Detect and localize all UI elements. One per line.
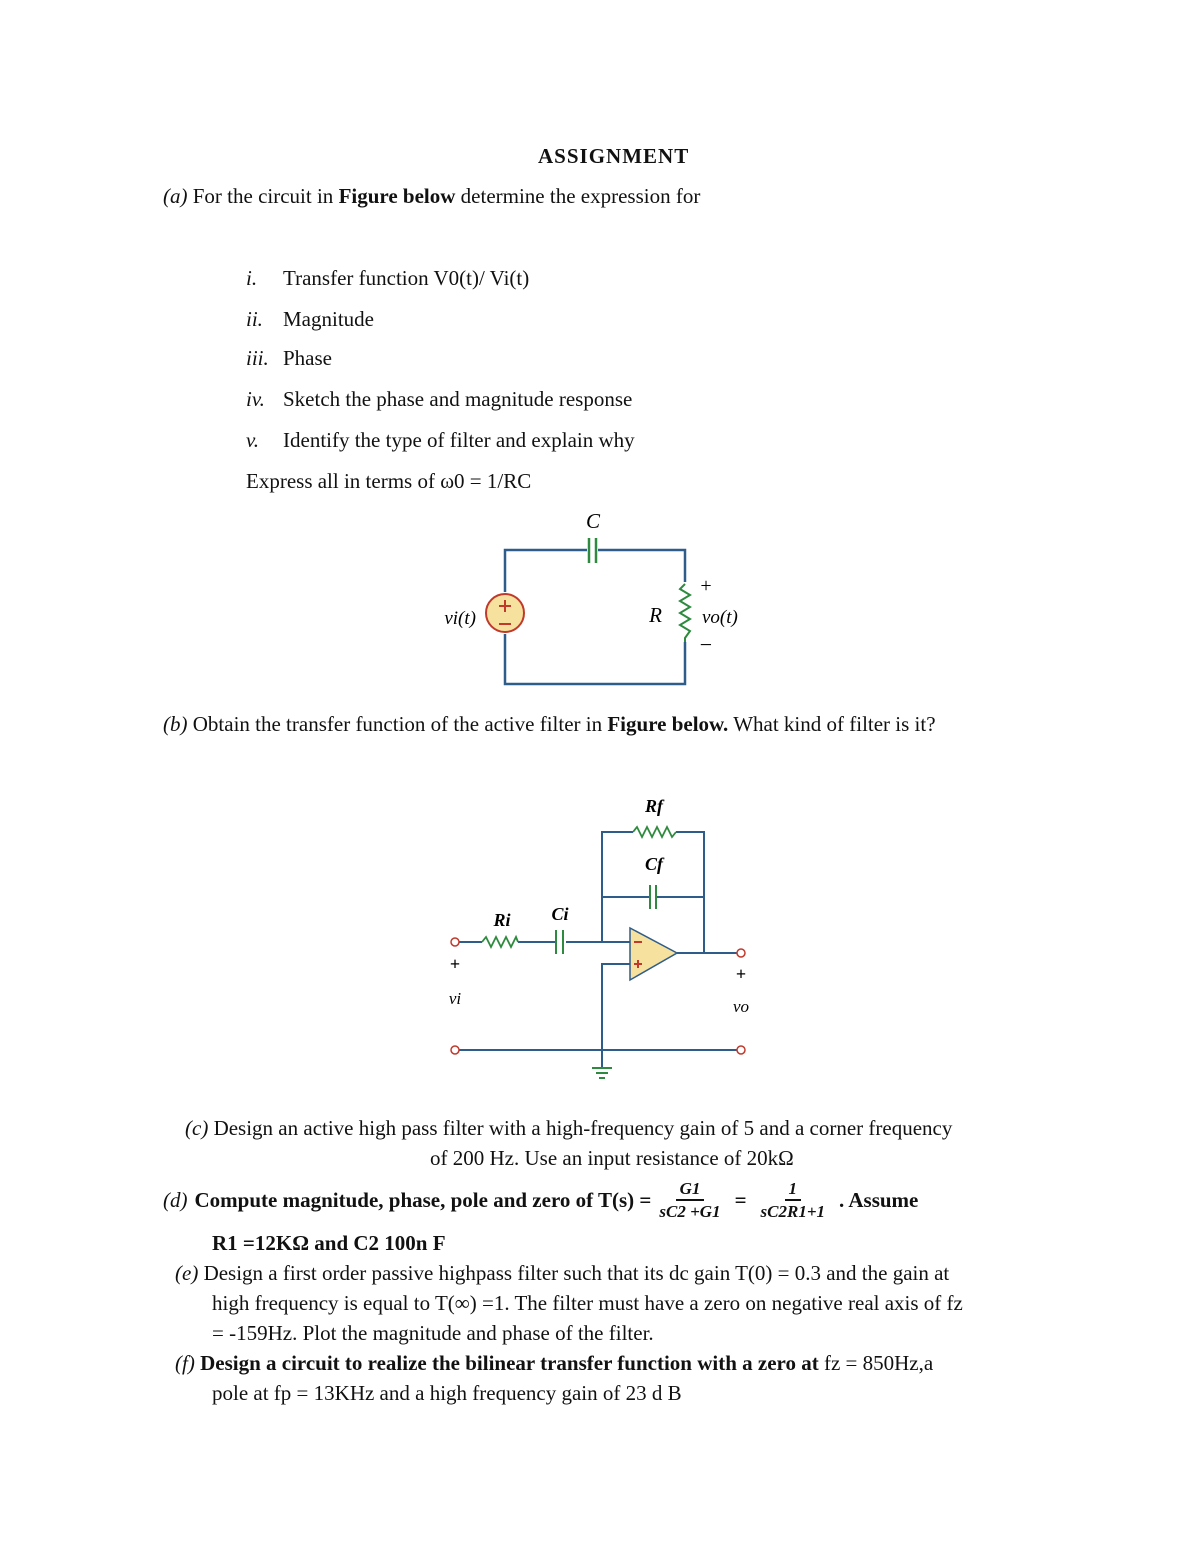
fraction-1-denominator: sC2 +G1 <box>659 1202 721 1221</box>
part-f-line2: pole at fp = 13KHz and a high frequency gain of 23 d B <box>212 1381 682 1405</box>
capacitor-c <box>589 538 596 563</box>
vi-plus: + <box>449 954 461 974</box>
part-e-line2: high frequency is equal to T(∞) =1. The filter must have a zero on negative real axis of fz <box>212 1291 963 1315</box>
vo-label: vo <box>732 997 750 1016</box>
item-number: v. <box>246 428 260 452</box>
part-b-text-bold: Figure below. <box>607 712 729 736</box>
circuit-a-diagram <box>400 500 800 700</box>
part-e-label: (e) <box>175 1261 199 1285</box>
circuit-b-diagram <box>440 790 780 1090</box>
output-terminal-top <box>737 949 745 957</box>
item-text: Identify the type of filter and explain why <box>283 428 635 452</box>
op-amp-icon <box>630 928 677 980</box>
part-e-line1 <box>175 1263 949 1284</box>
item-text: Magnitude <box>283 307 374 331</box>
item-text: Sketch the phase and magnitude response <box>283 387 633 411</box>
vo-minus: − <box>699 632 713 657</box>
item-number: iv. <box>246 387 265 411</box>
vi-label: vi(t) <box>444 608 476 629</box>
output-terminal-bottom <box>737 1046 745 1054</box>
part-a-text-bold: Figure below <box>338 184 456 208</box>
page-title: ASSIGNMENT <box>538 144 690 168</box>
vo-plus: + <box>700 575 712 597</box>
part-e-line3: = -159Hz. Plot the magnitude and phase of the filter. <box>212 1321 654 1345</box>
part-a-item-1 <box>246 268 529 289</box>
voltage-source-icon <box>486 594 524 632</box>
cf-label: Cf <box>645 854 663 874</box>
part-a-text-before: For the circuit in <box>192 184 334 208</box>
part-b-label: (b) <box>163 712 188 736</box>
vo-plus: + <box>735 964 747 984</box>
part-e-text-1: Design a first order passive highpass filter such that its dc gain T(0) = 0.3 and the gain at <box>203 1261 950 1285</box>
part-d-line1 <box>163 1172 918 1228</box>
ri-label: Ri <box>493 910 511 930</box>
fraction-2-denominator: sC2R1+1 <box>760 1202 826 1221</box>
fraction-2 <box>757 1180 829 1220</box>
ground-icon <box>592 1068 612 1078</box>
resistor-ri <box>482 937 518 947</box>
part-c-line2: of 200 Hz. Use an input resistance of 20kΩ <box>430 1146 794 1170</box>
part-a-item-5 <box>246 430 635 451</box>
item-number: i. <box>246 266 258 290</box>
part-a-text-after: determine the expression for <box>460 184 701 208</box>
part-c-line1 <box>185 1118 952 1139</box>
vi-label: vi <box>448 989 462 1008</box>
part-a-item-3 <box>246 348 332 369</box>
express-note: Express all in terms of ω0 = 1/RC <box>246 469 532 493</box>
part-d-text: Compute magnitude, phase, pole and zero of T(s) = <box>194 1187 652 1212</box>
capacitor-ci <box>556 930 563 954</box>
part-f-label: (f) <box>175 1351 195 1375</box>
vo-label: vo(t) <box>702 607 738 628</box>
fraction-1 <box>655 1180 724 1220</box>
part-c-label: (c) <box>185 1116 209 1140</box>
part-f-text-rest: fz = 850Hz,a <box>823 1351 934 1375</box>
part-d-line2: R1 =12KΩ and C2 100n F <box>212 1231 446 1255</box>
item-text: Phase <box>283 346 332 370</box>
resistor-r <box>680 584 690 642</box>
item-number: ii. <box>246 307 263 331</box>
resistor-rf <box>633 827 676 837</box>
input-terminal-top <box>451 938 459 946</box>
fraction-1-numerator: G1 <box>676 1180 705 1201</box>
fraction-2-numerator: 1 <box>785 1180 802 1201</box>
part-a-item-4 <box>246 389 632 410</box>
part-a-label: (a) <box>163 184 188 208</box>
rf-label: Rf <box>645 796 663 816</box>
capacitor-label: C <box>585 509 601 533</box>
resistor-label: R <box>649 603 662 627</box>
part-f-text-bold: Design a circuit to realize the bilinear transfer function with a zero at <box>200 1351 819 1375</box>
assume-text: . Assume <box>839 1187 919 1212</box>
capacitor-cf <box>650 885 656 909</box>
part-c-text-1: Design an active high pass filter with a high-frequency gain of 5 and a corner frequency <box>213 1116 953 1140</box>
input-terminal-bottom <box>451 1046 459 1054</box>
part-d-label: (d) <box>163 1187 188 1212</box>
part-b-question <box>163 714 936 735</box>
part-a-item-2 <box>246 309 374 330</box>
part-b-text-before: Obtain the transfer function of the active filter in <box>192 712 603 736</box>
item-text: Transfer function V0(t)/ Vi(t) <box>283 266 530 290</box>
part-b-text-after: What kind of filter is it? <box>733 712 936 736</box>
part-f-line1 <box>175 1353 933 1374</box>
equals-sign: = <box>734 1187 747 1212</box>
part-a-question <box>163 186 700 207</box>
item-number: iii. <box>246 346 269 370</box>
ci-label: Ci <box>551 904 569 924</box>
